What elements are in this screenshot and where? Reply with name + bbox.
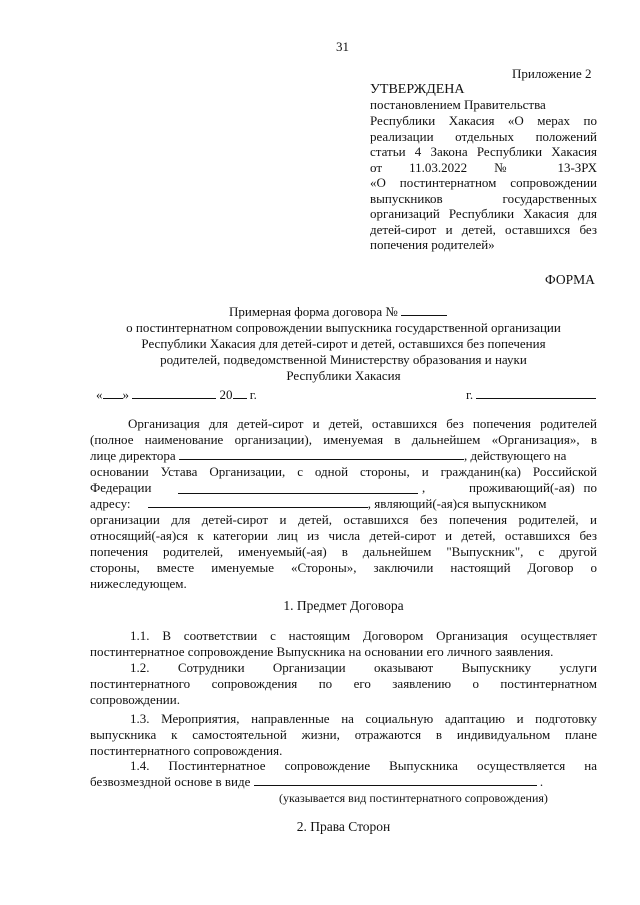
approval-line: от 11.03.2022 № 13-ЗРХ xyxy=(370,160,597,175)
approval-line: Республики Хакасия «О мерах по xyxy=(370,113,597,128)
text-line: постинтернатного сопровождения по его заявлению о постинтернатном xyxy=(90,676,597,691)
approval-line: статьи 4 Закона Республики Хакасия xyxy=(370,144,597,159)
text-line: 1.3. Мероприятия, направленные на социальную адаптацию и подготовку xyxy=(130,711,597,726)
approval-line: детей-сирот и детей, оставшихся без xyxy=(370,222,597,237)
text-line: лице директора , действующего на xyxy=(90,448,567,463)
approved-title: УТВЕРЖДЕНА xyxy=(370,82,465,97)
text-line: Федерации , проживающий(-ая) по xyxy=(90,480,597,495)
text-line: сопровождении. xyxy=(90,692,180,707)
date-line: « » 20 г. xyxy=(96,387,257,402)
support-type-blank xyxy=(254,774,537,786)
approval-line: реализации отдельных положений xyxy=(370,129,597,144)
heading-line: родителей, подведомственной Министерству образования и науки xyxy=(160,352,527,367)
citizen-name-blank xyxy=(178,482,418,494)
attachment-label: Приложение 2 xyxy=(512,66,592,81)
approval-line: выпускников государственных xyxy=(370,191,597,206)
text-line: постинтернатное сопровождение Выпускника на основании его личного заявления. xyxy=(90,644,554,659)
text-line: Организация для детей-сирот и детей, оставшихся без попечения родителей xyxy=(128,416,597,431)
text-line: 1.2. Сотрудники Организации оказывают Выпускнику услуги xyxy=(130,660,597,675)
city-line: г. xyxy=(466,387,596,402)
heading-line: о постинтернатном сопровождении выпускника государственной организации xyxy=(126,320,561,335)
approval-line: попечения родителей» xyxy=(370,237,495,252)
text-line: попечения родителей, именуемый(-ая) в дальнейшем "Выпускник", с другой xyxy=(90,544,597,559)
approval-line: «О постинтернатном сопровождении xyxy=(370,175,597,190)
approval-line: постановлением Правительства xyxy=(370,97,546,112)
page-number: 31 xyxy=(336,39,349,54)
section-1-title: 1. Предмет Договора xyxy=(283,598,404,613)
text-line: 1.1. В соответствии с настоящим Договором Организация осуществляет xyxy=(130,628,597,643)
heading-line: Примерная форма договора № xyxy=(229,304,398,319)
text-line: постинтернатного сопровождения. xyxy=(90,743,283,758)
text-line: нижеследующем. xyxy=(90,576,187,591)
text-line: стороны, вместе именуемые «Стороны», заключили настоящий Договор о xyxy=(90,560,597,575)
approval-line: организаций Республики Хакасия для xyxy=(370,206,597,221)
form-label: ФОРМА xyxy=(545,272,595,287)
text-line: адресу: , являющий(-ая)ся выпускником xyxy=(90,496,547,511)
city-blank xyxy=(476,387,596,399)
support-type-note: (указывается вид постинтернатного сопровождения) xyxy=(279,791,548,805)
text-line: безвозмездной основе в виде . xyxy=(90,774,544,789)
text-line: основании Устава Организации, с одной стороны, и гражданин(ка) Российской xyxy=(90,464,597,479)
section-2-title: 2. Права Сторон xyxy=(296,819,391,834)
text-line: организации для детей-сирот и детей, оставшихся без попечения родителей, и xyxy=(90,512,597,527)
text-line: (полное наименование организации), именуемая в дальнейшем «Организация», в xyxy=(90,432,597,447)
address-blank xyxy=(148,496,368,508)
contract-number-blank xyxy=(401,304,447,316)
text-line: относящий(-ая)ся к категории лиц из числа детей-сирот и детей, оставшихся без xyxy=(90,528,597,543)
month-blank xyxy=(132,387,216,399)
heading-line: Республики Хакасия для детей-сирот и детей, оставшихся без попечения xyxy=(141,336,546,351)
day-blank xyxy=(103,387,123,399)
year-blank xyxy=(233,387,247,399)
director-blank xyxy=(179,448,464,460)
text-line: выпускника к самостоятельной жизни, отражаются в индивидуальном плане xyxy=(90,727,597,742)
heading-line: Республики Хакасия xyxy=(286,368,401,383)
text-line: 1.4. Постинтернатное сопровождение Выпускника осуществляется на xyxy=(130,758,597,773)
